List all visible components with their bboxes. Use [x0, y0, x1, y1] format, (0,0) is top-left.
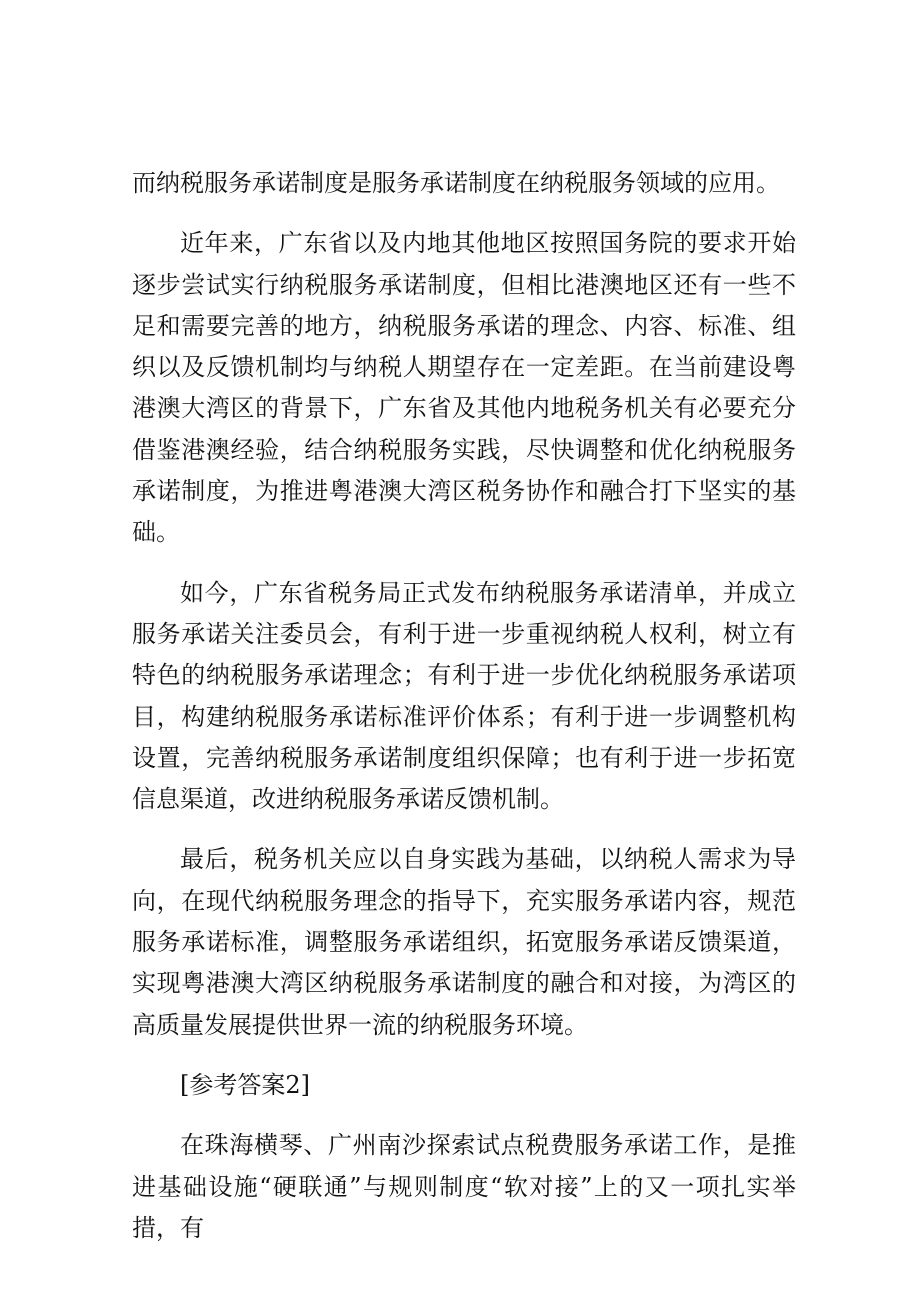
- paragraph-recent-years: 近年来，广东省以及内地其他地区按照国务院的要求开始逐步尝试实行纳税服务承诺制度，但相比港澳地区还有一些不足和需要完善的地方，纳税服务承诺的理念、内容、标准、组织以及反馈机制均与纳税人期望存在一定差距。在当前建设粤港澳大湾区的背景下，广东省及其他内地税务机关有必要充分借鉴港澳经验，结合纳税服务实践，尽快调整和优化纳税服务承诺制度，为推进粤港澳大湾区税务协作和融合打下坚实的基础。: [132, 229, 796, 547]
- paragraph-continuation: 而纳税服务承诺制度是服务承诺制度在纳税服务领域的应用。: [132, 169, 780, 197]
- paragraph-finally: 最后，税务机关应以自身实践为基础，以纳税人需求为导向，在现代纳税服务理念的指导下，充实服务承诺内容，规范服务承诺标准，调整服务承诺组织，拓宽服务承诺反馈渠道，实现粤港澳大湾区纳税服务承诺制度的融合和对接，为湾区的高质量发展提供世界一流的纳税服务环境。: [132, 845, 796, 1039]
- document-body: [132, 163, 796, 1268]
- paragraph-pilot: 在珠海横琴、广州南沙探索试点税费服务承诺工作，是推进基础设施“硬联通”与规则制度“软对接”上的又一项扎实举措，有: [132, 1131, 796, 1242]
- paragraph-nowadays: 如今，广东省税务局正式发布纳税服务承诺清单，并成立服务承诺关注委员会，有利于进一步重视纳税人权利，树立有特色的纳税服务承诺理念；有利于进一步优化纳税服务承诺项目，构建纳税服务承诺标准评价体系；有利于进一步调整机构设置，完善纳税服务承诺制度组织保障；也有利于进一步拓宽信息渠道，改进纳税服务承诺反馈机制。: [132, 578, 796, 814]
- reference-answer-heading: [参考答案2]: [180, 1070, 310, 1099]
